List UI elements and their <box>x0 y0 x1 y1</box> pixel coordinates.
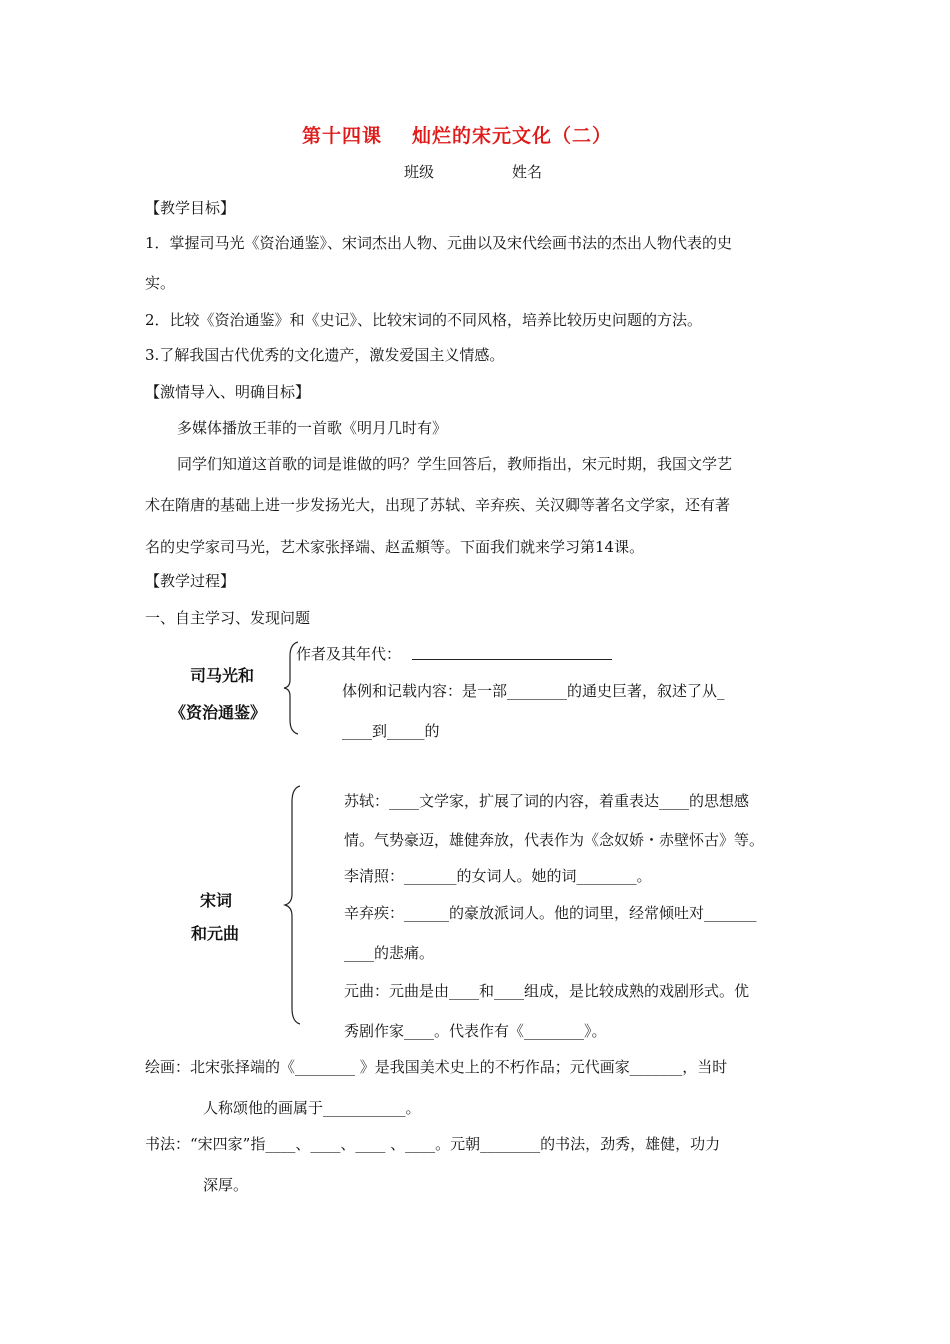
block2-line2: 情。气势豪迈，雄健奔放，代表作为《念奴娇・赤壁怀古》等。 <box>344 831 765 849</box>
page-title: 灿烂的宋元文化（二） <box>412 125 613 147</box>
block1-content-line2: ____到_____的 <box>342 722 440 740</box>
block2-line5: ____的悲痛。 <box>344 944 435 962</box>
goal-1-line1: 1．掌握司马光《资治通鉴》、宋词杰出人物、元曲以及宋代绘画书法的杰出人物代表的史 <box>145 234 733 252</box>
block1-label-line1: 司马光和 <box>190 666 255 685</box>
block1-author: 作者及其年代： <box>296 645 402 663</box>
intro-heading: 【激情导入、明确目标】 <box>145 383 311 401</box>
block2-line3: 李清照：_______的女词人。她的词________。 <box>344 867 652 885</box>
lesson-number: 第十四课 <box>302 125 383 147</box>
painting-line2: 人称颂他的画属于___________。 <box>203 1099 421 1117</box>
section-1-heading: 一、自主学习、发现问题 <box>145 609 311 627</box>
block2-line1: 苏轼：____文学家，扩展了词的内容，着重表达____的思想感 <box>344 792 750 810</box>
block2-label-line1: 宋词 <box>200 891 233 910</box>
intro-para-line3: 名的史学家司马光，艺术家张择端、赵孟頫等。下面我们就来学习第14课。 <box>145 538 645 556</box>
class-label: 班级 <box>404 163 435 181</box>
painting-line1: 绘画：北宋张择端的《________ 》是我国美术史上的不朽作品；元代画家_______，当时 <box>145 1058 728 1076</box>
block2-line4: 辛弃疾：______的豪放派词人。他的词里，经常倾吐对_______ <box>344 904 757 922</box>
block2-brace <box>283 784 303 1026</box>
block1-content-line1: 体例和记载内容：是一部________的通史巨著，叙述了从_ <box>342 682 725 700</box>
calligraphy-line2: 深厚。 <box>203 1176 249 1194</box>
goal-1-line2: 实。 <box>145 274 176 292</box>
name-label: 姓名 <box>512 163 543 181</box>
block2-label-line2: 和元曲 <box>191 924 240 943</box>
calligraphy-line1: 书法：“宋四家”指____、____、____ 、____。元朝________的书法，劲秀，雄健，功力 <box>145 1135 721 1153</box>
intro-para-line2: 术在隋唐的基础上进一步发扬光大，出现了苏轼、辛弃疾、关汉卿等著名文学家，还有著 <box>145 496 731 514</box>
goal-2: 2．比较《资治通鉴》和《史记》、比较宋词的不同风格，培养比较历史问题的方法。 <box>145 311 703 329</box>
block2-line7: 秀剧作家____。代表作有《________》。 <box>344 1022 607 1040</box>
process-heading: 【教学过程】 <box>145 572 236 590</box>
intro-line1: 多媒体播放王菲的一首歌《明月几时有》 <box>177 419 448 437</box>
block1-label-line2: 《资治通鉴》 <box>170 703 267 722</box>
goal-3: 3.了解我国古代优秀的文化遗产，激发爱国主义情感。 <box>145 346 505 364</box>
intro-para-line1: 同学们知道这首歌的词是谁做的吗？学生回答后，教师指出，宋元时期，我国文学艺 <box>177 455 733 473</box>
goals-heading: 【教学目标】 <box>145 199 236 217</box>
block2-line6: 元曲：元曲是由____和____组成，是比较成熟的戏剧形式。优 <box>344 982 750 1000</box>
block1-author-blank[interactable] <box>412 659 612 660</box>
